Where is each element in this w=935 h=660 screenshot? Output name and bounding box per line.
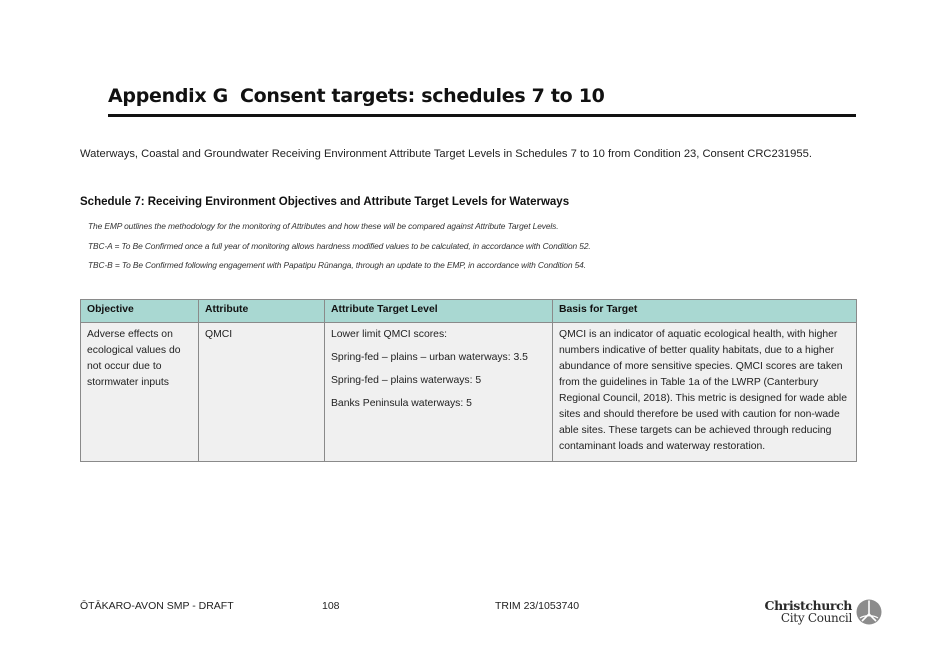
table-header-row bbox=[81, 300, 857, 323]
header-basis: Basis for Target bbox=[553, 300, 857, 323]
appendix-label: Appendix G bbox=[108, 85, 228, 107]
schedule-note: TBC-A = To Be Confirmed once a full year of monitoring allows hardness modified values to be calculated, in accordance with Condition 52. bbox=[88, 241, 591, 251]
intro-paragraph: Waterways, Coastal and Groundwater Receiving Environment Attribute Target Levels in Schedules 7 to 10 from Condition 23, Consent CRC231955. bbox=[80, 148, 812, 160]
cell-target-levels bbox=[325, 323, 553, 462]
council-logo-icon bbox=[856, 599, 882, 625]
schedule-7-heading: Schedule 7: Receiving Environment Objectives and Attribute Target Levels for Waterways bbox=[80, 196, 570, 208]
footer-trim: TRIM 23/1053740 bbox=[495, 600, 580, 612]
cell-objective: Adverse effects on ecological values do not occur due to stormwater inputs bbox=[81, 323, 199, 462]
cell-attribute: QMCI bbox=[199, 323, 325, 462]
council-logo bbox=[764, 598, 884, 626]
logo-text-line1: Christchurch bbox=[764, 598, 852, 613]
header-attribute: Attribute bbox=[199, 300, 325, 323]
appendix-heading bbox=[108, 84, 856, 117]
target-level-line: Spring-fed – plains – urban waterways: 3.5 bbox=[331, 352, 528, 363]
header-target-level: Attribute Target Level bbox=[325, 300, 553, 323]
target-level-line: Spring-fed – plains waterways: 5 bbox=[331, 375, 482, 386]
appendix-title: Consent targets: schedules 7 to 10 bbox=[240, 85, 605, 107]
cell-basis: QMCI is an indicator of aquatic ecological health, with higher numbers indicative of better quality habitats, due to a higher abundance of more sensitive species. QMCI scores are taken from the guidelines in Table 1a of the LWRP (Canterbury Regional Council, 2018). This metric is designed for wade able sites and should therefore be used with caution for non-wade able sites. These targets can be achieved through reducing contaminant loads and waterway restoration. bbox=[553, 323, 857, 462]
table-row bbox=[81, 323, 857, 462]
schedule-note: The EMP outlines the methodology for the monitoring of Attributes and how these will be compared against Attribute Target Levels. bbox=[88, 221, 559, 231]
footer-doc-title: ŌTĀKARO-AVON SMP - DRAFT bbox=[80, 600, 234, 612]
target-level-line: Lower limit QMCI scores: bbox=[331, 329, 448, 340]
targets-table bbox=[80, 299, 857, 462]
schedule-note: TBC-B = To Be Confirmed following engagement with Papatipu Rūnanga, through an update to the EMP, in accordance with Condition 54. bbox=[88, 260, 586, 270]
header-objective: Objective bbox=[81, 300, 199, 323]
target-level-line: Banks Peninsula waterways: 5 bbox=[331, 398, 472, 409]
footer-page-number: 108 bbox=[322, 600, 340, 612]
logo-text-line2: City Council bbox=[780, 611, 852, 625]
